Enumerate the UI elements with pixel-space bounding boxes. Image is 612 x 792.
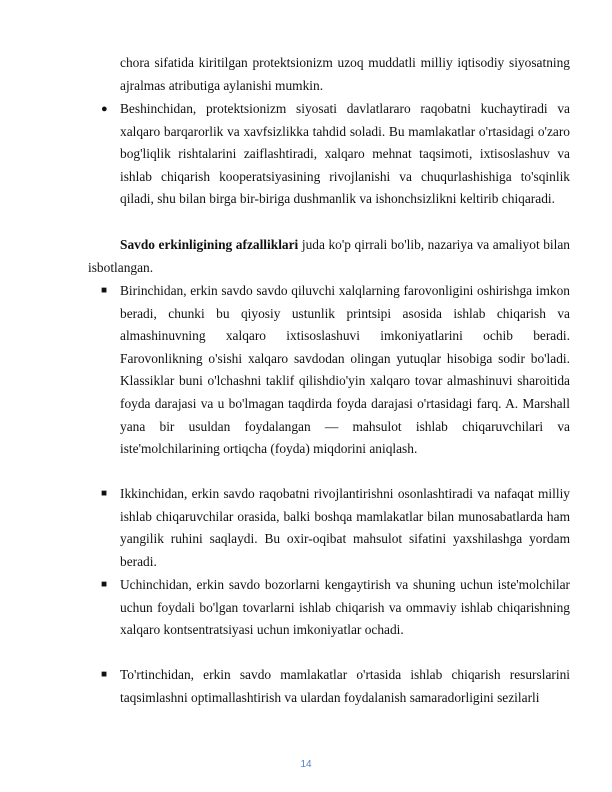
square-bullet-icon: ■	[101, 579, 108, 590]
paragraph-savdo-erkinligi	[88, 234, 570, 279]
square-bullet-icon: ■	[101, 488, 108, 499]
paragraph-continuation: chora sifatida kiritilgan protektsionizm uzoq muddatli milliy iqtisodiy siyosatning ajralmas atributiga aylanishi mumkin.	[120, 55, 570, 93]
square-bullet-icon: ■	[101, 669, 108, 680]
paragraph-ikkinchidan: Ikkinchidan, erkin savdo raqobatni rivojlantirishni osonlashtiradi va nafaqat milliy ishlab chiqaruvchilar orasida, balki boshqa mamlakatlar bilan munosabatlarda ham yangilik ruhini saqlaydi. Bu oxir-oqibat mahsulot sifatini yaxshilashga yordam beradi.	[120, 486, 570, 569]
paragraph-beshinchidan: Beshinchidan, protektsionizm siyosati davlatlararo raqobatni kuchaytiradi va xalqaro barqarorlik va xavfsizlikka tahdid soladi. Bu mamlakatlar o'rtasidagi o'zaro bog'liqlik rishtalarini zaiflashtiradi, xalqaro mehnat taqsimoti, ixtisoslashuv va ishlab chiqarish kooperatsiyasining rivojlanishi va chuqurlashishiga to'sqinlik qiladi, shu bilan birga bir-biriga dushmanlik va ishonchsizlikni keltirib chiqaradi.	[120, 101, 570, 207]
paragraph-savdo-erkinligi-text: juda ko'p qirrali bo'lib, nazariya va amaliyot bilan isbotlangan.	[88, 237, 571, 275]
paragraph-uchinchidan: Uchinchidan, erkin savdo bozorlarni kengaytirish va shuning uchun iste'molchilar uchun foydali bo'lgan tovarlarni ishlab chiqarish va ommaviy ishlab chiqarishning xalqaro kontsentratsiyasi uchun imkoniyatlar ochadi.	[120, 577, 570, 638]
paragraph-tortinchidan: To'rtinchidan, erkin savdo mamlakatlar o'rtasida ishlab chiqarish resurslarini taqsimlashni optimallashtirish va ulardan foydalanish samaradorligini sezilarli	[120, 667, 570, 705]
square-bullet-icon: ■	[101, 285, 108, 296]
round-bullet-icon: ●	[101, 103, 108, 115]
paragraph-birinchidan: Birinchidan, erkin savdo savdo qiluvchi xalqlarning farovonligini oshirishga imkon beradi, chunki bu qiyosiy ustunlik printsipi asosida ishlab chiqarish va almashinuvning xalqaro ixtisoslashuvi imkoniyatlarini ochib beradi. Farovonlikning o'sishi xalqaro savdodan olingan yutuqlar hisobiga sodir bo'ladi. Klassiklar buni o'lchashni taklif qilishdio'yin xalqaro tovar almashinuvi sharoitida foyda darajasi va u bo'lmagan taqdirda foyda darajasi o'rtasidagi farq. A. Marshall yana bir usuldan foydalangan — mahsulot ishlab chiqaruvchilari va iste'molchilarining ortiqcha (foyda) miqdorini aniqlash.	[120, 283, 570, 457]
bold-heading-phrase: Savdo erkinligining afzalliklari	[120, 237, 299, 252]
page-number: 14	[300, 759, 312, 770]
